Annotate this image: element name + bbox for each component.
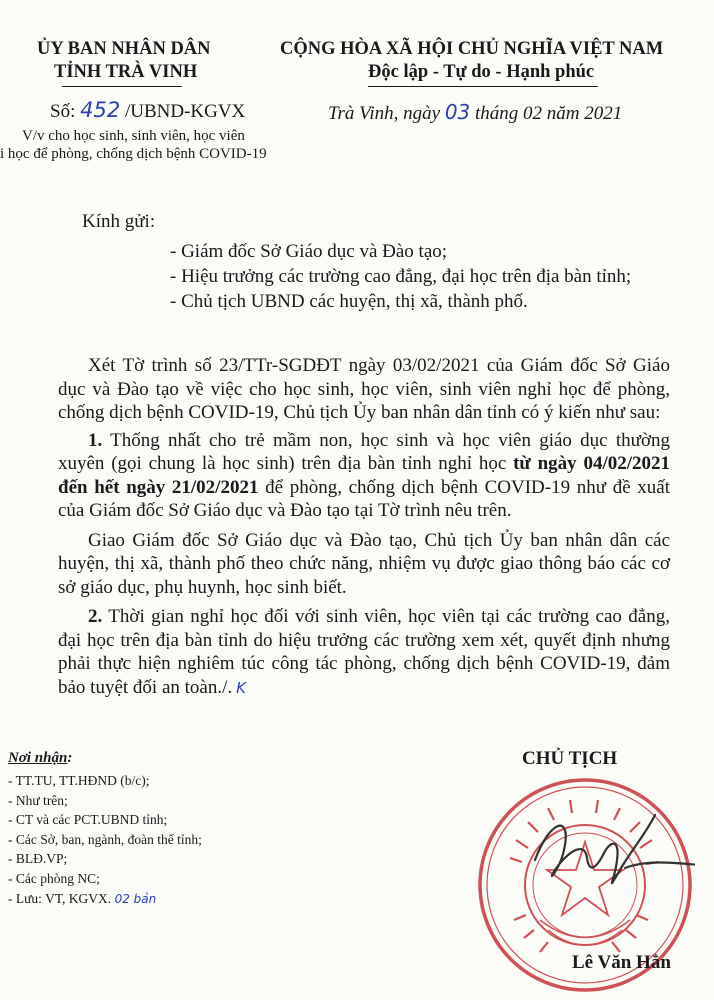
place-date	[328, 100, 622, 125]
document-number	[50, 98, 245, 123]
national-motto: Độc lập - Tự do - Hạnh phúc	[368, 62, 595, 82]
recipient-item: - TT.TU, TT.HĐND (b/c);	[8, 773, 150, 788]
place-date-prefix: Trà Vinh, ngày	[328, 103, 441, 124]
paragraph-1-dates: từ ngày 04/02/2021 đến hết ngày 21/02/2021	[58, 453, 670, 498]
signatory-title: CHỦ TỊCH	[522, 748, 618, 769]
paragraph-3-number: 2.	[88, 606, 103, 627]
salutation-label: Kính gửi:	[82, 211, 156, 232]
intro-paragraph: Xét Tờ trình số 23/TTr-SGDĐT ngày 03/02/2021 của Giám đốc Sở Giáo dục và Đào tạo về việc cho học sinh, học viên, sinh viên nghỉ học để phòng, chống dịch bệnh COVID-19, Chủ tịch Ủy ban nhân dân tỉnh có ý kiến như sau:	[58, 355, 670, 423]
recipient-item: - Như trên;	[8, 792, 68, 808]
salutation-item-2: - Hiệu trưởng các trường cao đẳng, đại học trên địa bàn tỉnh;	[170, 266, 632, 287]
paragraph-1-number: 1.	[88, 429, 103, 451]
paragraph-1	[58, 429, 670, 523]
signatory-name: Lê Văn Hẳn	[572, 952, 671, 973]
place-date-rest: tháng 02 năm 2021	[475, 103, 623, 124]
recipient-item: - CT và các PCT.UBND tỉnh;	[8, 812, 168, 828]
subject-line2: i học để phòng, chống dịch bệnh COVID-19	[0, 146, 267, 162]
handwritten-signature-icon	[495, 800, 695, 910]
recipient-copies-handwritten: 02 bản	[114, 891, 157, 906]
recipients-label-text: Nơi nhận	[8, 750, 68, 766]
motto-underline	[368, 86, 598, 87]
doc-number-handwritten: 452	[80, 98, 121, 122]
recipient-item: - Các Sở, ban, ngành, đoàn thể tỉnh;	[8, 831, 202, 847]
subject-line1: V/v cho học sinh, sinh viên, học viên	[22, 128, 245, 144]
salutation-item-3: - Chủ tịch UBND các huyện, thị xã, thành phố.	[170, 291, 528, 312]
paragraph-2: Giao Giám đốc Sở Giáo dục và Đào tạo, Chủ tịch Ủy ban nhân dân các huyện, thị xã, thành phố theo chức năng, nhiệm vụ được giao thông báo các cơ sở giáo dục, phụ huynh, học sinh biết.	[58, 529, 670, 598]
salutation-item-1: - Giám đốc Sở Giáo dục và Đào tạo;	[170, 241, 448, 262]
national-title: CỘNG HÒA XÃ HỘI CHỦ NGHĨA VIỆT NAM	[280, 39, 664, 59]
paragraph-3	[58, 605, 670, 700]
issuer-name-line1: ỦY BAN NHÂN DÂN	[37, 39, 211, 59]
issuer-name-line2: TỈNH TRÀ VINH	[54, 62, 198, 82]
issuer-underline	[62, 86, 182, 87]
doc-number-suffix: /UBND-KGVX	[124, 101, 246, 122]
date-day-handwritten: 03	[444, 100, 471, 124]
recipient-item: - Các phòng NC;	[8, 870, 100, 886]
paragraph-1-text-a: Thống nhất cho trẻ mầm non, học sinh và học viên giáo dục thường xuyên (gọi chung là học sinh) trên địa bàn tỉnh nghỉ học	[58, 429, 670, 474]
recipient-item: - BLĐ.VP;	[8, 851, 68, 867]
paragraph-3-initials: K	[236, 678, 246, 697]
recipient-item-last	[8, 889, 202, 910]
recipient-archive-text: - Lưu: VT, KGVX.	[8, 890, 112, 906]
letter-body	[58, 354, 670, 700]
paragraph-3-text: Thời gian nghỉ học đối với sinh viên, học viên tại các trường cao đẳng, đại học trên địa bàn tỉnh do hiệu trưởng các trường xem xét, quyết định nhưng phải thực hiện nghiêm túc công tác phòng, chống dịch bệnh COVID-19, đảm bảo tuyệt đối an toàn./.	[58, 606, 670, 698]
recipients-label-colon: :	[67, 750, 73, 766]
recipients-label	[8, 750, 72, 767]
recipients-list	[8, 771, 202, 909]
paragraph-1-text-b: để phòng, chống dịch bệnh COVID-19 như đề xuất của Giám đốc Sở Giáo dục và Đào tạo tại Tờ trình nêu trên.	[58, 476, 670, 521]
doc-number-prefix: Số:	[50, 101, 76, 122]
